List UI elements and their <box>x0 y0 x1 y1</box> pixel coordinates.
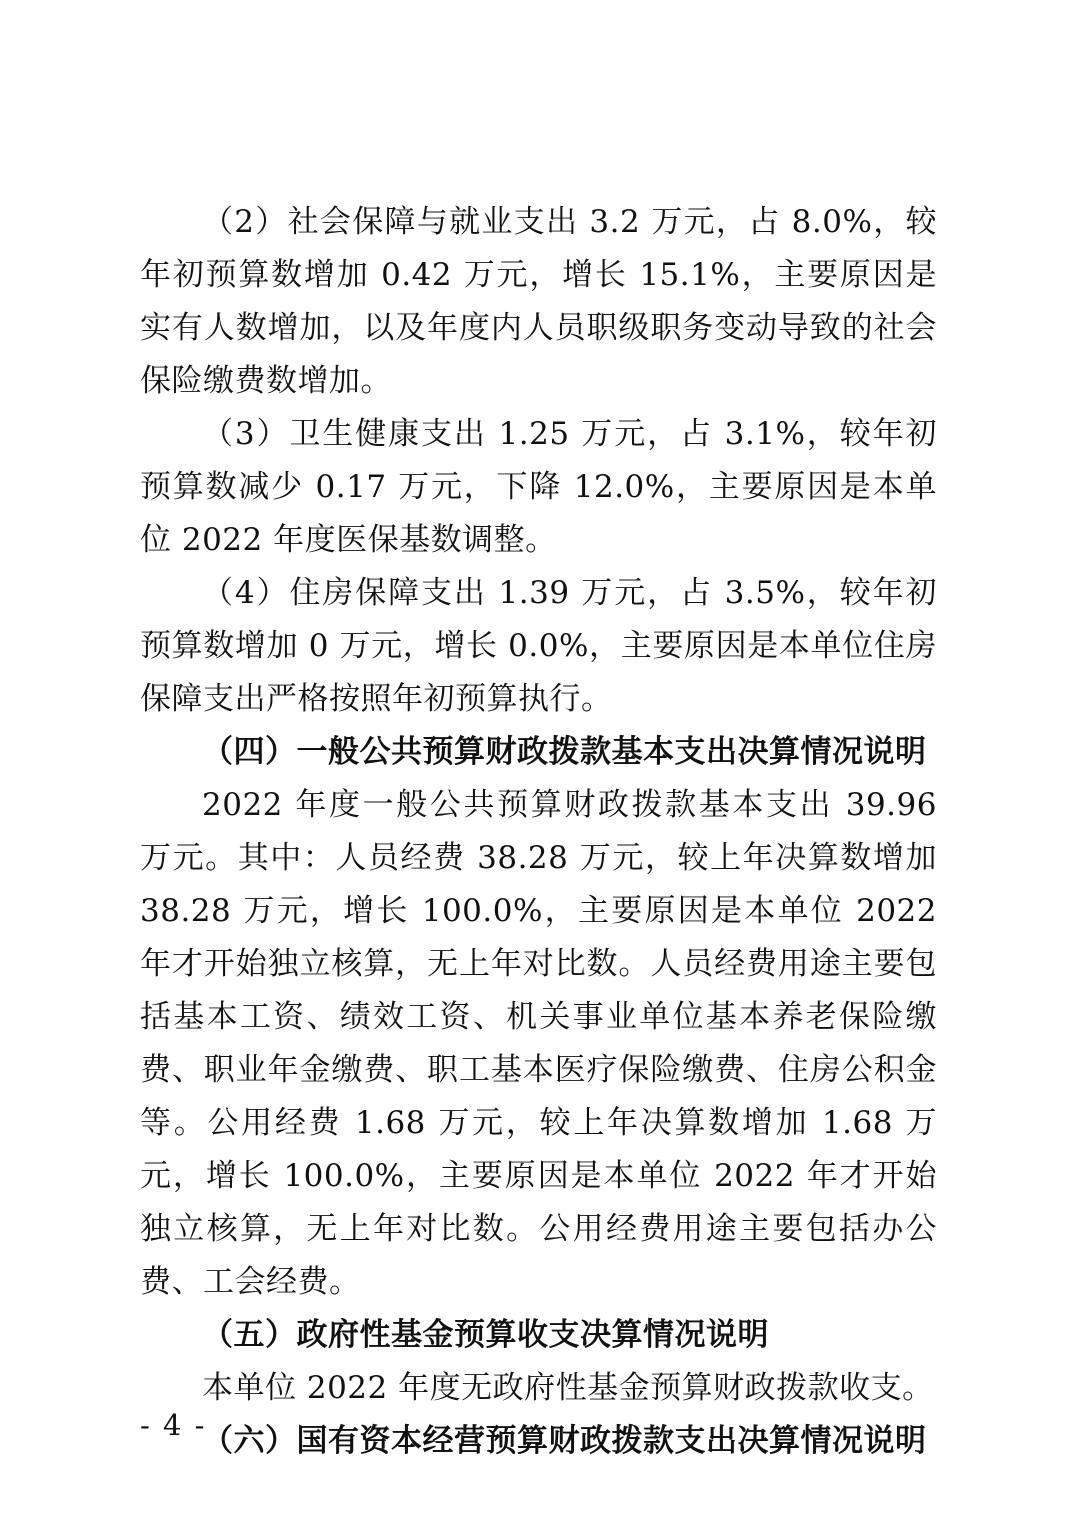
paragraph-housing-expenditure: （4）住房保障支出 1.39 万元，占 3.5%，较年初预算数增加 0 万元，增长 0.0%，主要原因是本单位住房保障支出严格按照年初预算执行。 <box>140 575 937 717</box>
heading-section-4-basic-expenditure: （四）一般公共预算财政拨款基本支出决算情况说明 <box>202 734 927 770</box>
paragraph-health-expenditure: （3）卫生健康支出 1.25 万元，占 3.1%，较年初预算数减少 0.17 万元，下降 12.0%，主要原因是本单位 2022 年度医保基数调整。 <box>140 416 937 558</box>
document-body <box>140 196 937 1468</box>
heading-section-6-state-capital: （六）国有资本经营预算财政拨款支出决算情况说明 <box>202 1423 927 1459</box>
paragraph-basic-expenditure-detail: 2022 年度一般公共预算财政拨款基本支出 39.96 万元。其中：人员经费 38.28 万元，较上年决算数增加 38.28 万元，增长 100.0%，主要原因是本单位 2022 年才开始独立核算，无上年对比数。人员经费用途主要包括基本工资、绩效工资、机关事业单位基本养老保险缴费、职业年金缴费、职工基本医疗保险缴费、住房公积金等。公用经费 1.68 万元，较上年决算数增加 1.68 万元，增长 100.0%，主要原因是本单位 2022 年才开始独立核算，无上年对比数。公用经费用途主要包括办公费、工会经费。 <box>140 787 937 1300</box>
page-number: - 4 - <box>140 1408 207 1442</box>
paragraph-social-security-expenditure: （2）社会保障与就业支出 3.2 万元，占 8.0%，较年初预算数增加 0.42 万元，增长 15.1%，主要原因是实有人数增加，以及年度内人员职级职务变动导致的社会保险缴费数增加。 <box>140 204 937 399</box>
paragraph-government-fund-detail: 本单位 2022 年度无政府性基金预算财政拨款收支。 <box>202 1370 934 1406</box>
heading-section-5-government-fund: （五）政府性基金预算收支决算情况说明 <box>202 1317 769 1353</box>
